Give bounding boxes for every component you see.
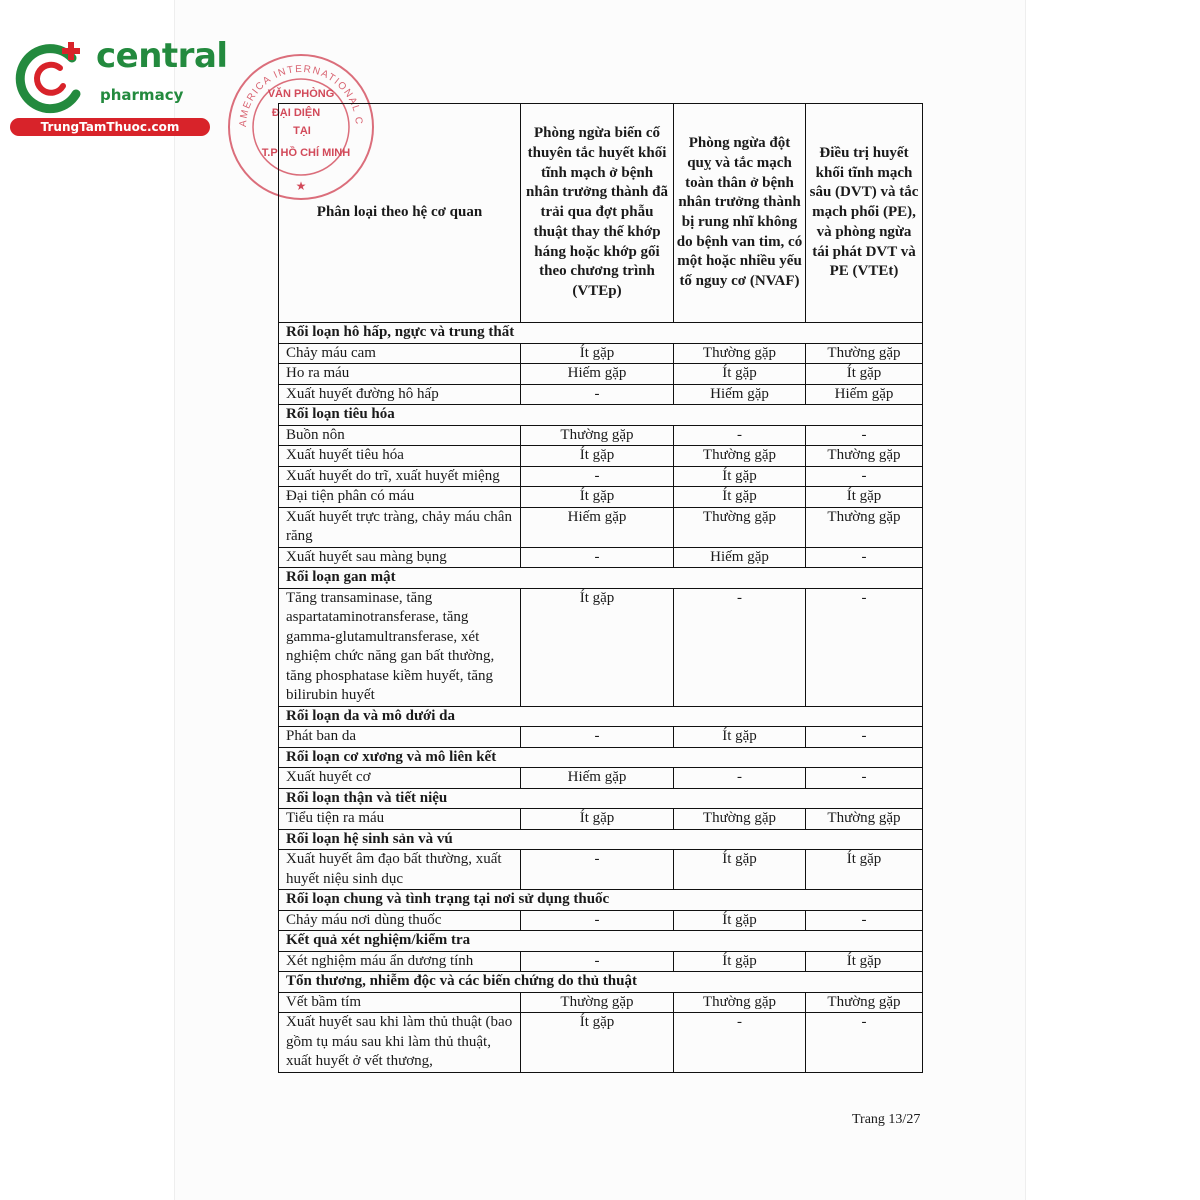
- section-title: Tổn thương, nhiễm độc và các biến chứng do thủ thuật: [279, 972, 923, 993]
- header-vtep: Phòng ngừa biến cố thuyên tắc huyết khối tĩnh mạch ở bệnh nhân trưởng thành đã trải qua đợt phẫu thuật thay thế khớp háng hoặc khớp gối theo chương trình (VTEp): [521, 104, 674, 323]
- table-section-row: [279, 323, 923, 344]
- vtep-frequency-cell: Ít gặp: [521, 1013, 674, 1073]
- vtep-frequency-cell: Ít gặp: [521, 487, 674, 508]
- vtet-frequency-cell: -: [806, 588, 923, 706]
- section-title: Rối loạn cơ xương và mô liên kết: [279, 747, 923, 768]
- table-body: [279, 323, 923, 1073]
- table-row: [279, 727, 923, 748]
- table-row: [279, 1013, 923, 1073]
- adverse-reaction-cell: Xuất huyết sau màng bụng: [279, 547, 521, 568]
- vtet-frequency-cell: Ít gặp: [806, 850, 923, 890]
- table-row: [279, 384, 923, 405]
- nvaf-frequency-cell: -: [674, 425, 806, 446]
- table-row: [279, 446, 923, 467]
- stamp-line-1: VĂN PHÒNG: [267, 88, 335, 100]
- vtep-frequency-cell: -: [521, 951, 674, 972]
- adverse-reaction-cell: Chảy máu nơi dùng thuốc: [279, 910, 521, 931]
- vtep-frequency-cell: Ít gặp: [521, 446, 674, 467]
- vtep-frequency-cell: -: [521, 850, 674, 890]
- page-number: Trang 13/27: [852, 1112, 921, 1127]
- vtep-frequency-cell: Thường gặp: [521, 992, 674, 1013]
- section-title: Rối loạn hô hấp, ngực và trung thất: [279, 323, 923, 344]
- vtet-frequency-cell: -: [806, 768, 923, 789]
- table-row: [279, 910, 923, 931]
- vtep-frequency-cell: -: [521, 910, 674, 931]
- logo-website[interactable]: TrungTamThuoc.com: [10, 118, 210, 136]
- vtet-frequency-cell: -: [806, 727, 923, 748]
- table-row: [279, 507, 923, 547]
- table-section-row: [279, 829, 923, 850]
- adverse-reaction-cell: Xét nghiệm máu ẩn dương tính: [279, 951, 521, 972]
- adverse-reaction-cell: Ho ra máu: [279, 364, 521, 385]
- table-section-row: [279, 890, 923, 911]
- header-vtet: Điều trị huyết khối tĩnh mạch sâu (DVT) và tắc mạch phổi (PE), và phòng ngừa tái phát DVT và PE (VTEt): [806, 104, 923, 323]
- vtet-frequency-cell: Thường gặp: [806, 809, 923, 830]
- vtet-frequency-cell: Hiếm gặp: [806, 384, 923, 405]
- adverse-reaction-cell: Xuất huyết do trĩ, xuất huyết miệng: [279, 466, 521, 487]
- nvaf-frequency-cell: Thường gặp: [674, 446, 806, 467]
- vtet-frequency-cell: -: [806, 1013, 923, 1073]
- header-nvaf: Phòng ngừa đột quỵ và tắc mạch toàn thân ở bệnh nhân trưởng thành bị rung nhĩ không do bệnh van tim, có một hoặc nhiều yếu tố nguy cơ (NVAF): [674, 104, 806, 323]
- vtep-frequency-cell: -: [521, 384, 674, 405]
- vtep-frequency-cell: -: [521, 466, 674, 487]
- section-title: Rối loạn tiêu hóa: [279, 405, 923, 426]
- svg-text:★: ★: [295, 179, 307, 193]
- nvaf-frequency-cell: Thường gặp: [674, 343, 806, 364]
- nvaf-frequency-cell: Hiếm gặp: [674, 384, 806, 405]
- vtet-frequency-cell: -: [806, 425, 923, 446]
- adverse-reaction-cell: Chảy máu cam: [279, 343, 521, 364]
- section-title: Rối loạn hệ sinh sản và vú: [279, 829, 923, 850]
- adverse-reaction-cell: Buồn nôn: [279, 425, 521, 446]
- nvaf-frequency-cell: Ít gặp: [674, 850, 806, 890]
- table-row: [279, 466, 923, 487]
- svg-text:AMERICA INTERNATIONAL CORPORAT: AMERICA INTERNATIONAL C: [237, 63, 365, 128]
- vtet-frequency-cell: Thường gặp: [806, 992, 923, 1013]
- table-row: [279, 487, 923, 508]
- table-row: [279, 951, 923, 972]
- stamp-line-2: ĐẠI DIỆN: [271, 107, 321, 119]
- nvaf-frequency-cell: Ít gặp: [674, 364, 806, 385]
- adverse-reaction-cell: Phát ban da: [279, 727, 521, 748]
- table-section-row: [279, 405, 923, 426]
- logo-brand-text: central: [96, 36, 228, 76]
- vtep-frequency-cell: Hiếm gặp: [521, 768, 674, 789]
- section-title: Rối loạn gan mật: [279, 568, 923, 589]
- vtep-frequency-cell: Ít gặp: [521, 809, 674, 830]
- section-title: Rối loạn da và mô dưới da: [279, 706, 923, 727]
- adverse-reaction-cell: Xuất huyết âm đạo bất thường, xuất huyết niệu sinh dục: [279, 850, 521, 890]
- vtet-frequency-cell: -: [806, 910, 923, 931]
- pharmacy-logo-icon: [10, 38, 90, 118]
- vtep-frequency-cell: Thường gặp: [521, 425, 674, 446]
- adverse-reaction-cell: Xuất huyết cơ: [279, 768, 521, 789]
- table-row: [279, 850, 923, 890]
- adverse-reaction-cell: Tăng transaminase, tăng aspartataminotransferase, tăng gamma-glutamultransferase, xét nghiệm chức năng gan bất thường, tăng phosphatase kiềm huyết, tăng bilirubin huyết: [279, 588, 521, 706]
- stamp-line-4: T.P HỒ CHÍ MINH: [261, 147, 351, 159]
- stamp-line-3: TẠI: [293, 125, 311, 137]
- table-row: [279, 425, 923, 446]
- table-row: [279, 809, 923, 830]
- table-section-row: [279, 931, 923, 952]
- table-section-row: [279, 972, 923, 993]
- table-row: [279, 768, 923, 789]
- vtep-frequency-cell: Ít gặp: [521, 588, 674, 706]
- header-organ-class: Phân loại theo hệ cơ quan: [279, 104, 521, 323]
- vtet-frequency-cell: Thường gặp: [806, 343, 923, 364]
- table-row: [279, 343, 923, 364]
- table-section-row: [279, 706, 923, 727]
- vtet-frequency-cell: Ít gặp: [806, 951, 923, 972]
- nvaf-frequency-cell: -: [674, 588, 806, 706]
- adverse-reaction-cell: Tiểu tiện ra máu: [279, 809, 521, 830]
- vtep-frequency-cell: Hiếm gặp: [521, 364, 674, 385]
- table-section-row: [279, 568, 923, 589]
- nvaf-frequency-cell: Ít gặp: [674, 910, 806, 931]
- nvaf-frequency-cell: Thường gặp: [674, 507, 806, 547]
- nvaf-frequency-cell: Ít gặp: [674, 487, 806, 508]
- vtep-frequency-cell: Hiếm gặp: [521, 507, 674, 547]
- nvaf-frequency-cell: -: [674, 768, 806, 789]
- table-section-row: [279, 788, 923, 809]
- adverse-reactions-table: [278, 103, 923, 1073]
- adverse-reaction-cell: Xuất huyết tiêu hóa: [279, 446, 521, 467]
- nvaf-frequency-cell: Thường gặp: [674, 992, 806, 1013]
- adverse-reaction-cell: Xuất huyết sau khi làm thủ thuật (bao gồm tụ máu sau khi làm thủ thuật, xuất huyết ở vết thương,: [279, 1013, 521, 1073]
- section-title: Rối loạn thận và tiết niệu: [279, 788, 923, 809]
- adverse-reaction-cell: Xuất huyết trực tràng, chảy máu chân răng: [279, 507, 521, 547]
- nvaf-frequency-cell: Ít gặp: [674, 727, 806, 748]
- table-row: [279, 547, 923, 568]
- vtet-frequency-cell: -: [806, 466, 923, 487]
- nvaf-frequency-cell: -: [674, 1013, 806, 1073]
- nvaf-frequency-cell: Hiếm gặp: [674, 547, 806, 568]
- table-section-row: [279, 747, 923, 768]
- adverse-reaction-cell: Đại tiện phân có máu: [279, 487, 521, 508]
- vtet-frequency-cell: Thường gặp: [806, 507, 923, 547]
- vtep-frequency-cell: -: [521, 547, 674, 568]
- vtet-frequency-cell: Ít gặp: [806, 487, 923, 508]
- table-header-row: [279, 104, 923, 323]
- nvaf-frequency-cell: Ít gặp: [674, 466, 806, 487]
- vtep-frequency-cell: Ít gặp: [521, 343, 674, 364]
- nvaf-frequency-cell: Ít gặp: [674, 951, 806, 972]
- section-title: Rối loạn chung và tình trạng tại nơi sử dụng thuốc: [279, 890, 923, 911]
- nvaf-frequency-cell: Thường gặp: [674, 809, 806, 830]
- table-row: [279, 364, 923, 385]
- central-pharmacy-logo[interactable]: [10, 36, 228, 136]
- table-row: [279, 588, 923, 706]
- table-row: [279, 992, 923, 1013]
- vtet-frequency-cell: Thường gặp: [806, 446, 923, 467]
- adverse-reaction-cell: Vết bầm tím: [279, 992, 521, 1013]
- vtet-frequency-cell: -: [806, 547, 923, 568]
- vtet-frequency-cell: Ít gặp: [806, 364, 923, 385]
- adverse-reaction-cell: Xuất huyết đường hô hấp: [279, 384, 521, 405]
- vtep-frequency-cell: -: [521, 727, 674, 748]
- logo-subtitle: pharmacy: [100, 86, 184, 104]
- section-title: Kết quả xét nghiệm/kiểm tra: [279, 931, 923, 952]
